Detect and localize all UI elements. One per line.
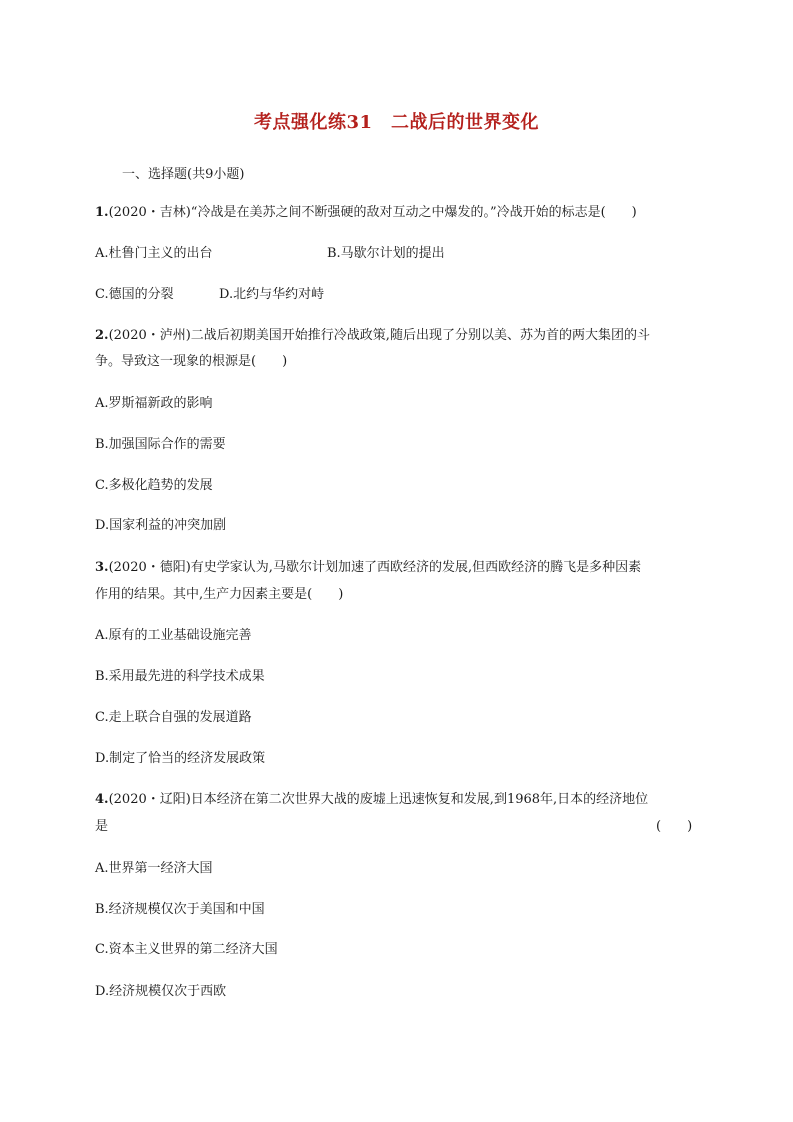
question-text: (2020・吉林)“冷战是在美苏之间不断强硬的敌对互动之中爆发的。”冷战开始的标志是( ) <box>108 205 637 220</box>
question-3-stem-line-2: 作用的结果。其中,生产力因素主要是( ) <box>95 587 344 602</box>
option-c: C.资本主义世界的第二经济大国 <box>95 942 278 957</box>
question-4-stem-line-1 <box>95 791 648 809</box>
question-2-stem-line-2: 争。导致这一现象的根源是( ) <box>95 354 288 369</box>
question-number: 1. <box>95 205 109 220</box>
section-heading: 一、选择题(共9小题) <box>122 167 245 182</box>
question-number: 2. <box>95 328 109 343</box>
question-text: (2020・泸州)二战后初期美国开始推行冷战政策,随后出现了分别以美、苏为首的两大集团的斗 <box>108 328 650 343</box>
option-b: B.加强国际合作的需要 <box>95 437 226 452</box>
option-a: A.罗斯福新政的影响 <box>95 396 213 411</box>
option-a: A.杜鲁门主义的出台 <box>95 246 213 261</box>
option-d: D.制定了恰当的经济发展政策 <box>95 751 266 766</box>
option-a: A.原有的工业基础设施完善 <box>95 628 252 643</box>
answer-blank: ( ) <box>656 819 693 834</box>
option-c: C.走上联合自强的发展道路 <box>95 710 252 725</box>
question-number: 3. <box>95 560 109 575</box>
option-b: B.马歇尔计划的提出 <box>327 246 445 261</box>
option-a: A.世界第一经济大国 <box>95 861 213 876</box>
option-d: D.北约与华约对峙 <box>219 287 325 302</box>
question-1-options-row-2 <box>95 286 324 304</box>
question-text: (2020・德阳)有史学家认为,马歇尔计划加速了西欧经济的发展,但西欧经济的腾飞是多种因素 <box>108 560 642 575</box>
option-b: B.经济规模仅次于美国和中国 <box>95 902 265 917</box>
page-title: 考点强化练31 二战后的世界变化 <box>253 112 540 133</box>
question-1-options-row-1 <box>95 245 445 263</box>
question-2-stem-line-1 <box>95 327 650 345</box>
option-d: D.国家利益的冲突加剧 <box>95 518 227 533</box>
option-c: C.多极化趋势的发展 <box>95 478 213 493</box>
question-4-stem-line-2: 是 <box>95 819 109 834</box>
question-1-stem <box>95 204 637 222</box>
question-text: (2020・辽阳)日本经济在第二次世界大战的废墟上迅速恢复和发展,到1968年,日本的经济地位 <box>108 792 649 807</box>
question-number: 4. <box>95 792 109 807</box>
option-c: C.德国的分裂 <box>95 287 174 302</box>
option-b: B.采用最先进的科学技术成果 <box>95 669 265 684</box>
option-d: D.经济规模仅次于西欧 <box>95 984 227 999</box>
question-3-stem-line-1 <box>95 559 641 577</box>
